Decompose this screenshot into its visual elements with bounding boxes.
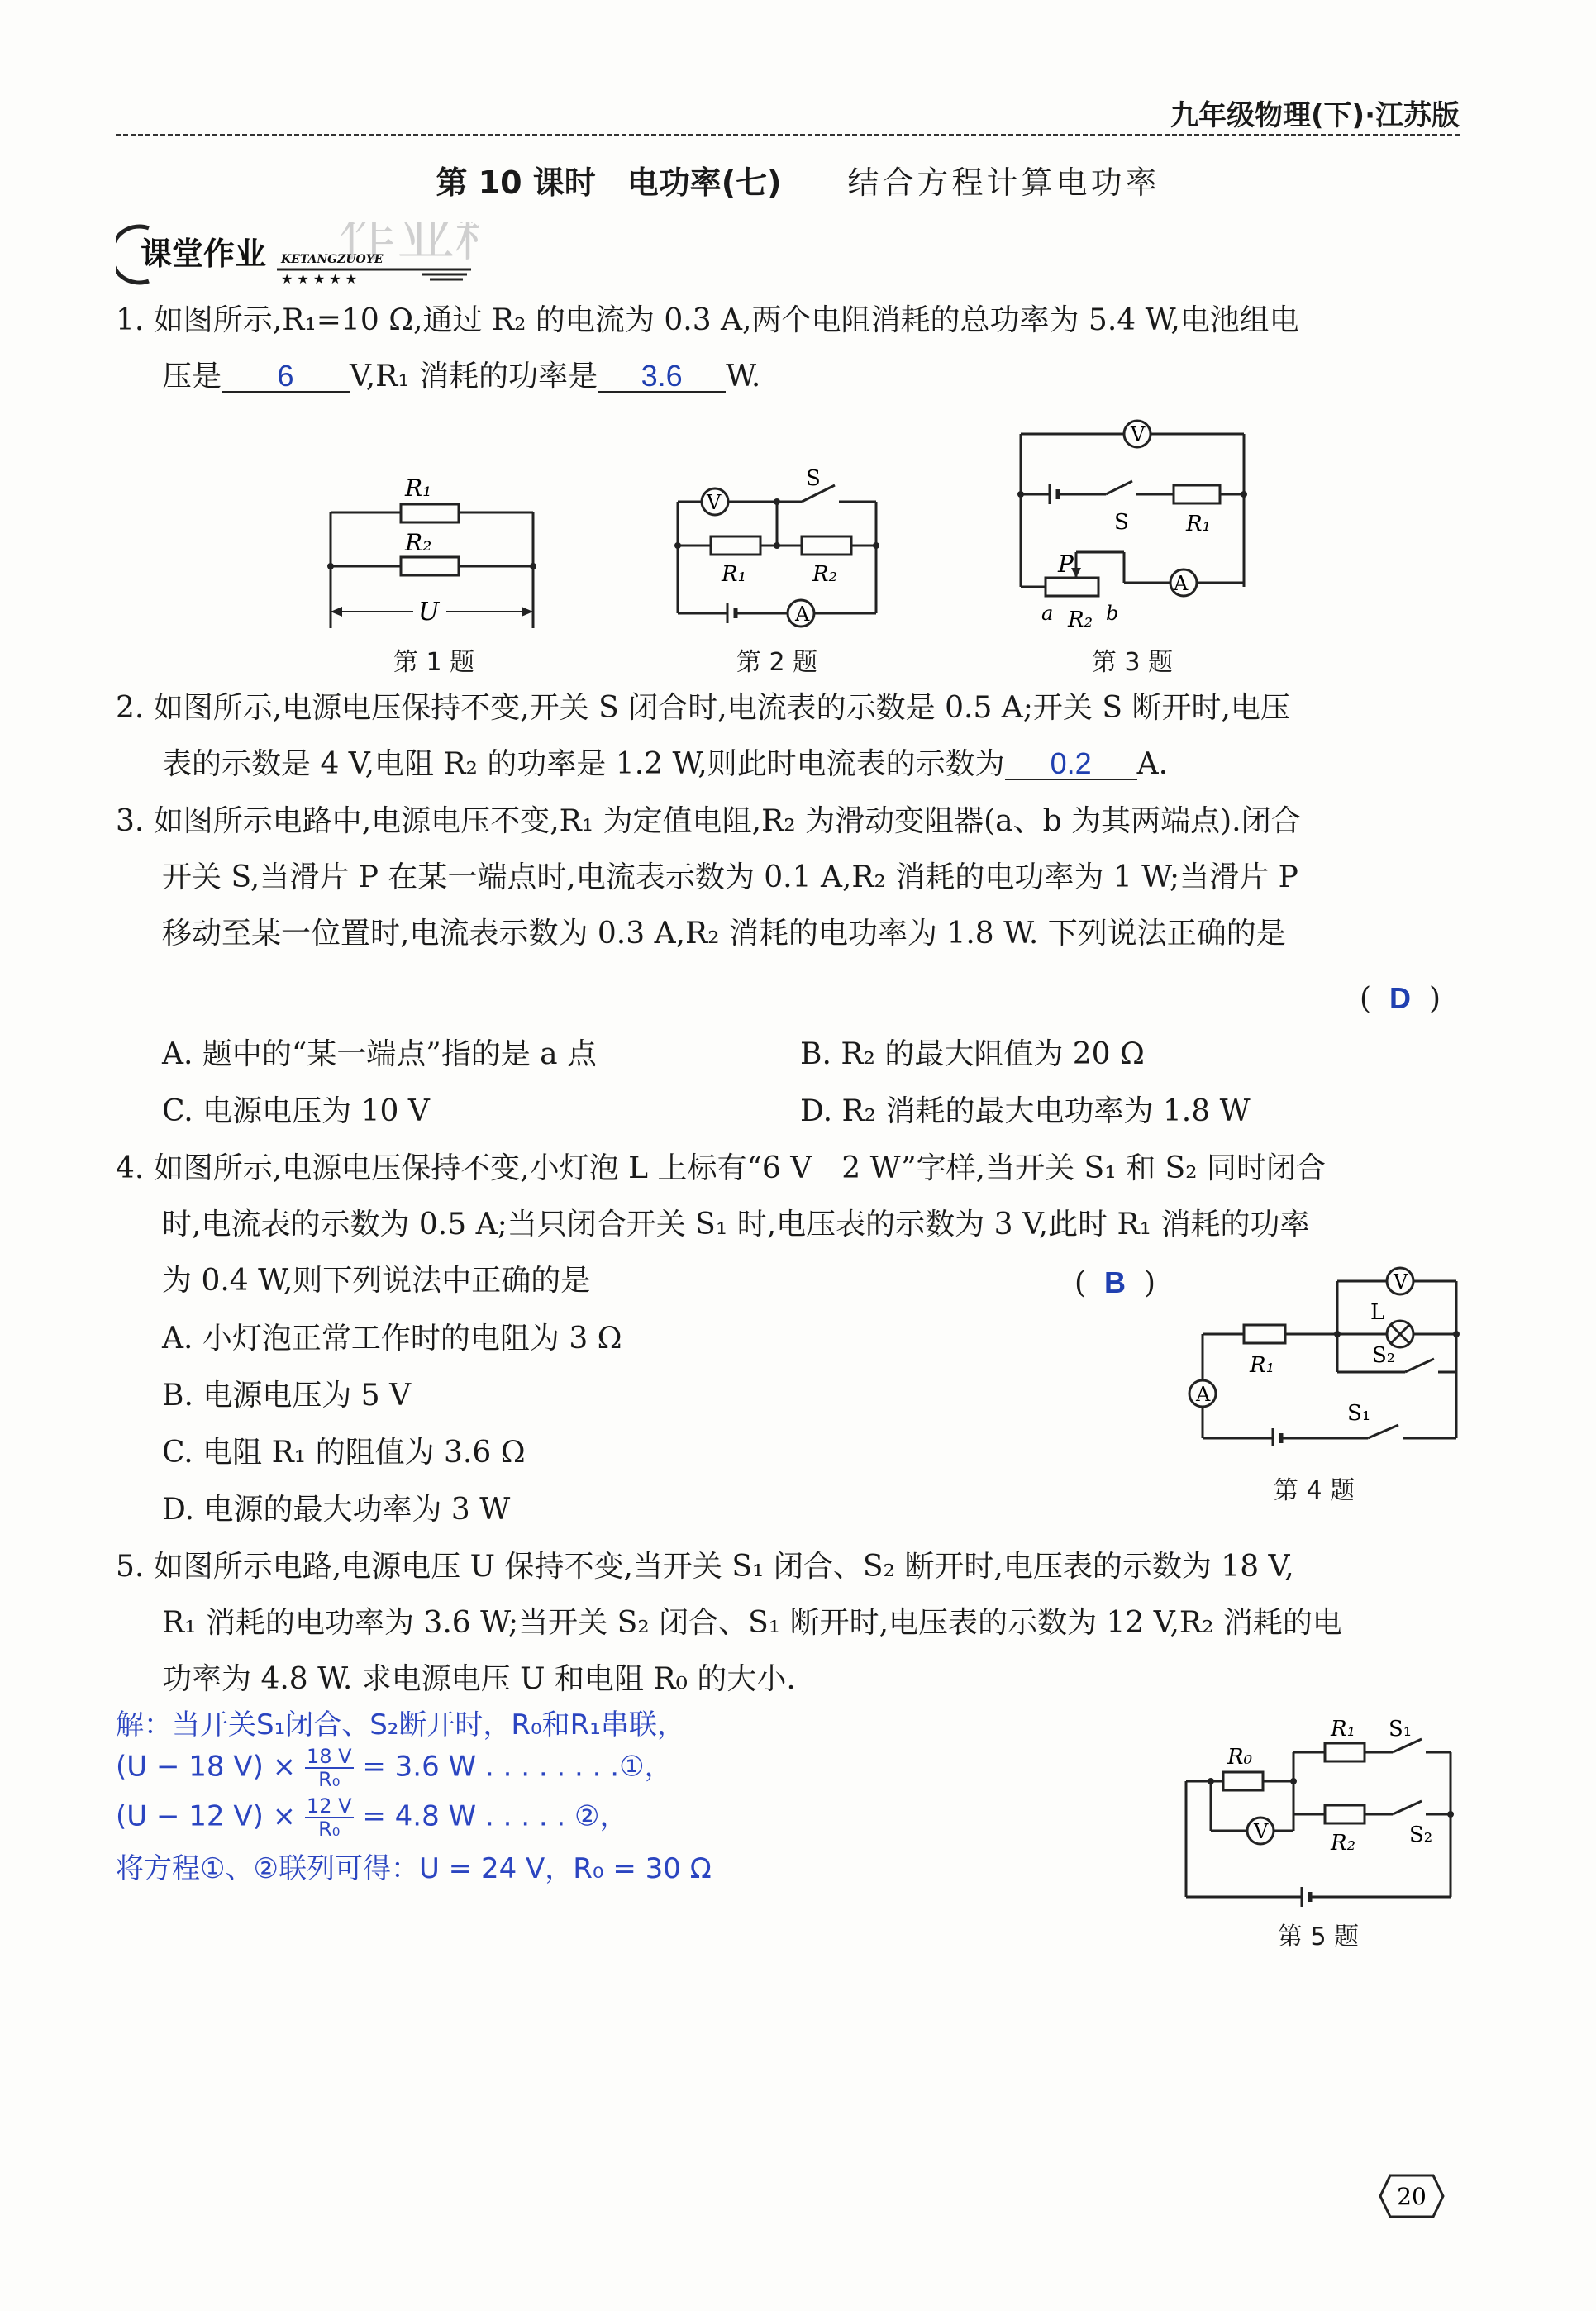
figure-4-circuit xyxy=(1182,1265,1467,1446)
fig3-p-label: P xyxy=(1058,550,1074,578)
fig5-r2-label: R₂ xyxy=(1331,1831,1355,1856)
q4-option-a: A. 小灯泡正常工作时的电阻为 3 Ω xyxy=(162,1322,622,1356)
lesson-title xyxy=(0,157,1596,203)
q3-option-c: C. 电源电压为 10 V xyxy=(162,1094,430,1128)
fig2-ammeter-label: A xyxy=(795,603,810,626)
q4-option-c: C. 电阻 R₁ 的阻值为 3.6 Ω xyxy=(162,1436,526,1470)
fig4-r1-label: R₁ xyxy=(1250,1353,1274,1378)
figure-4-caption: 第 4 题 xyxy=(1273,1476,1355,1505)
figure-2-circuit xyxy=(665,467,889,632)
solution-eq1-fraction xyxy=(305,1746,354,1790)
q3-answer: D xyxy=(1389,981,1412,1015)
solution-line1: 解：当开关S₁闭合、S₂断开时，R₀和R₁串联， xyxy=(116,1708,685,1742)
lesson-title-main: 第 10 课时 电功率(七) xyxy=(436,164,782,201)
fig5-r0-label: R₀ xyxy=(1227,1745,1252,1770)
figure-1-caption: 第 1 题 xyxy=(393,648,475,677)
solution-eq1-left: (U − 18 V) × xyxy=(116,1750,297,1784)
q3-line3: 移动至某一位置时,电流表示数为 0.3 A,R₂ 消耗的电功率为 1.8 W. 下列说法正确的是 xyxy=(162,917,1286,951)
q1-line1: 1. 如图所示,R₁=10 Ω,通过 R₂ 的电流为 0.3 A,两个电阻消耗的总功率为 5.4 W,电池组电 xyxy=(116,303,1299,337)
fig5-voltmeter-label: V xyxy=(1254,1820,1269,1843)
q1-answer-1: 6 xyxy=(222,361,350,393)
badge-stars: ★ ★ ★ ★ ★ xyxy=(281,271,358,287)
badge-pinyin: KETANGZUOYE xyxy=(281,253,384,266)
q4-answer-paren xyxy=(1074,1265,1155,1302)
fig3-r1-label: R₁ xyxy=(1186,512,1211,536)
fig5-s2-label: S₂ xyxy=(1409,1823,1433,1847)
q3-option-d: D. R₂ 消耗的最大电功率为 1.8 W xyxy=(800,1094,1251,1128)
fig2-switch-label: S xyxy=(806,467,821,491)
page-number-shape xyxy=(1379,2174,1445,2218)
lesson-subtitle: 结合方程计算电功率 xyxy=(847,164,1160,201)
q4-line3: 为 0.4 W,则下列说法中正确的是 xyxy=(162,1264,591,1298)
q2-text-b: A. xyxy=(1136,747,1169,781)
q3-option-b: B. R₂ 的最大阻值为 20 Ω xyxy=(800,1037,1145,1071)
fig4-voltmeter-label: V xyxy=(1394,1270,1408,1294)
q4-paren-left: ( xyxy=(1074,1266,1087,1300)
solution-line2 xyxy=(116,1746,673,1790)
q2-line1: 2. 如图所示,电源电压保持不变,开关 S 闭合时,电流表的示数是 0.5 A;开关 S 断开时,电压 xyxy=(116,691,1290,725)
page-number-badge xyxy=(1379,2174,1445,2218)
q2-text-a: 表的示数是 4 V,电阻 R₂ 的功率是 1.2 W,则此时电流表的示数为 xyxy=(162,747,1005,781)
book-header: 九年级物理(下)·江苏版 xyxy=(1170,99,1460,132)
section-badge xyxy=(116,222,479,288)
q1-answer-2: 3.6 xyxy=(598,361,726,393)
fig4-s1-label: S₁ xyxy=(1347,1401,1371,1426)
q1-text-c: W. xyxy=(726,360,761,393)
q2-line2 xyxy=(162,746,1168,783)
fig4-ammeter-label: A xyxy=(1196,1383,1211,1406)
solution-eq1-den: R₀ xyxy=(318,1768,341,1791)
badge-graphic xyxy=(116,222,479,288)
solution-eq1-right: = 3.6 W . . . . . . . .①， xyxy=(362,1750,673,1784)
fig3-a-label: a xyxy=(1041,602,1054,625)
solution-line4: 将方程①、②联列可得：U = 24 V，R₀ = 30 Ω xyxy=(116,1852,712,1885)
solution-eq2-fraction xyxy=(305,1795,354,1840)
figure-3-caption: 第 3 题 xyxy=(1091,648,1174,677)
solution-eq2-right: = 4.8 W . . . . . ②， xyxy=(362,1799,628,1833)
fig2-r1-label: R₁ xyxy=(722,562,746,587)
q4-answer: B xyxy=(1104,1265,1127,1299)
q5-line1: 5. 如图所示电路,电源电压 U 保持不变,当开关 S₁ 闭合、S₂ 断开时,电压表的示数为 18 V, xyxy=(116,1550,1294,1584)
badge-label: 课堂作业 xyxy=(141,235,267,272)
solution-eq2-num: 12 V xyxy=(306,1794,352,1818)
figure-2-caption: 第 2 题 xyxy=(736,648,818,677)
solution-eq2-den: R₀ xyxy=(318,1818,341,1841)
fig3-switch-label: S xyxy=(1114,510,1129,535)
solution-eq1-num: 18 V xyxy=(306,1745,352,1768)
q4-option-d: D. 电源的最大功率为 3 W xyxy=(162,1493,511,1527)
solution-eq2-left: (U − 12 V) × xyxy=(116,1799,297,1833)
figure-5-caption: 第 5 题 xyxy=(1277,1923,1360,1951)
fig1-r1-label: R₁ xyxy=(405,474,432,502)
page-number: 20 xyxy=(1397,2183,1427,2210)
q3-option-a: A. 题中的“某一端点”指的是 a 点 xyxy=(162,1037,598,1071)
q4-option-b: B. 电源电压为 5 V xyxy=(162,1379,412,1413)
fig5-s1-label: S₁ xyxy=(1389,1717,1413,1742)
watermark: 作业 xyxy=(339,222,455,269)
q1-text-a: 压是 xyxy=(162,360,222,393)
figure-1-circuit xyxy=(322,471,545,636)
q5-line3: 功率为 4.8 W. 求电源电压 U 和电阻 R₀ 的大小. xyxy=(162,1662,796,1696)
fig1-u-label: U xyxy=(418,598,440,627)
q1-line2 xyxy=(162,359,760,395)
solution-line3 xyxy=(116,1795,628,1840)
fig4-lamp-label: L xyxy=(1370,1300,1385,1325)
fig3-ammeter-label: A xyxy=(1174,572,1189,595)
q5-line2: R₁ 消耗的电功率为 3.6 W;当开关 S₂ 闭合、S₁ 断开时,电压表的示数为 12 V,R₂ 消耗的电 xyxy=(162,1606,1342,1640)
fig2-r2-label: R₂ xyxy=(812,562,837,587)
q3-paren-left: ( xyxy=(1360,982,1372,1016)
fig3-r2-label: R₂ xyxy=(1068,608,1093,632)
q4-line2: 时,电流表的示数为 0.5 A;当只闭合开关 S₁ 时,电压表的示数为 3 V,此时 R₁ 消耗的功率 xyxy=(162,1208,1310,1241)
fig3-voltmeter-label: V xyxy=(1131,423,1146,446)
fig1-r2-label: R₂ xyxy=(405,529,432,556)
fig5-r1-label: R₁ xyxy=(1331,1717,1355,1742)
q4-paren-right: ) xyxy=(1144,1266,1156,1300)
q1-text-b: V,R₁ 消耗的功率是 xyxy=(350,360,598,393)
q4-line1: 4. 如图所示,电源电压保持不变,小灯泡 L 上标有“6 V 2 W”字样,当开关 S₁ 和 S₂ 同时闭合 xyxy=(116,1151,1327,1185)
q3-line1: 3. 如图所示电路中,电源电压不变,R₁ 为定值电阻,R₂ 为滑动变阻器(a、b 为其两端点).闭合 xyxy=(116,804,1301,838)
q3-paren-right: ) xyxy=(1429,982,1441,1016)
fig2-voltmeter-label: V xyxy=(707,491,722,514)
header-divider xyxy=(116,134,1460,136)
q3-line2: 开关 S,当滑片 P 在某一端点时,电流表示数为 0.1 A,R₂ 消耗的电功率为 1 W;当滑片 P xyxy=(162,860,1298,894)
q2-answer: 0.2 xyxy=(1005,749,1137,780)
figure-5-circuit xyxy=(1178,1711,1463,1909)
fig3-b-label: b xyxy=(1106,602,1119,625)
q3-answer-paren xyxy=(1360,980,1441,1017)
figure-3-circuit xyxy=(1008,413,1256,636)
fig4-s2-label: S₂ xyxy=(1372,1343,1396,1368)
